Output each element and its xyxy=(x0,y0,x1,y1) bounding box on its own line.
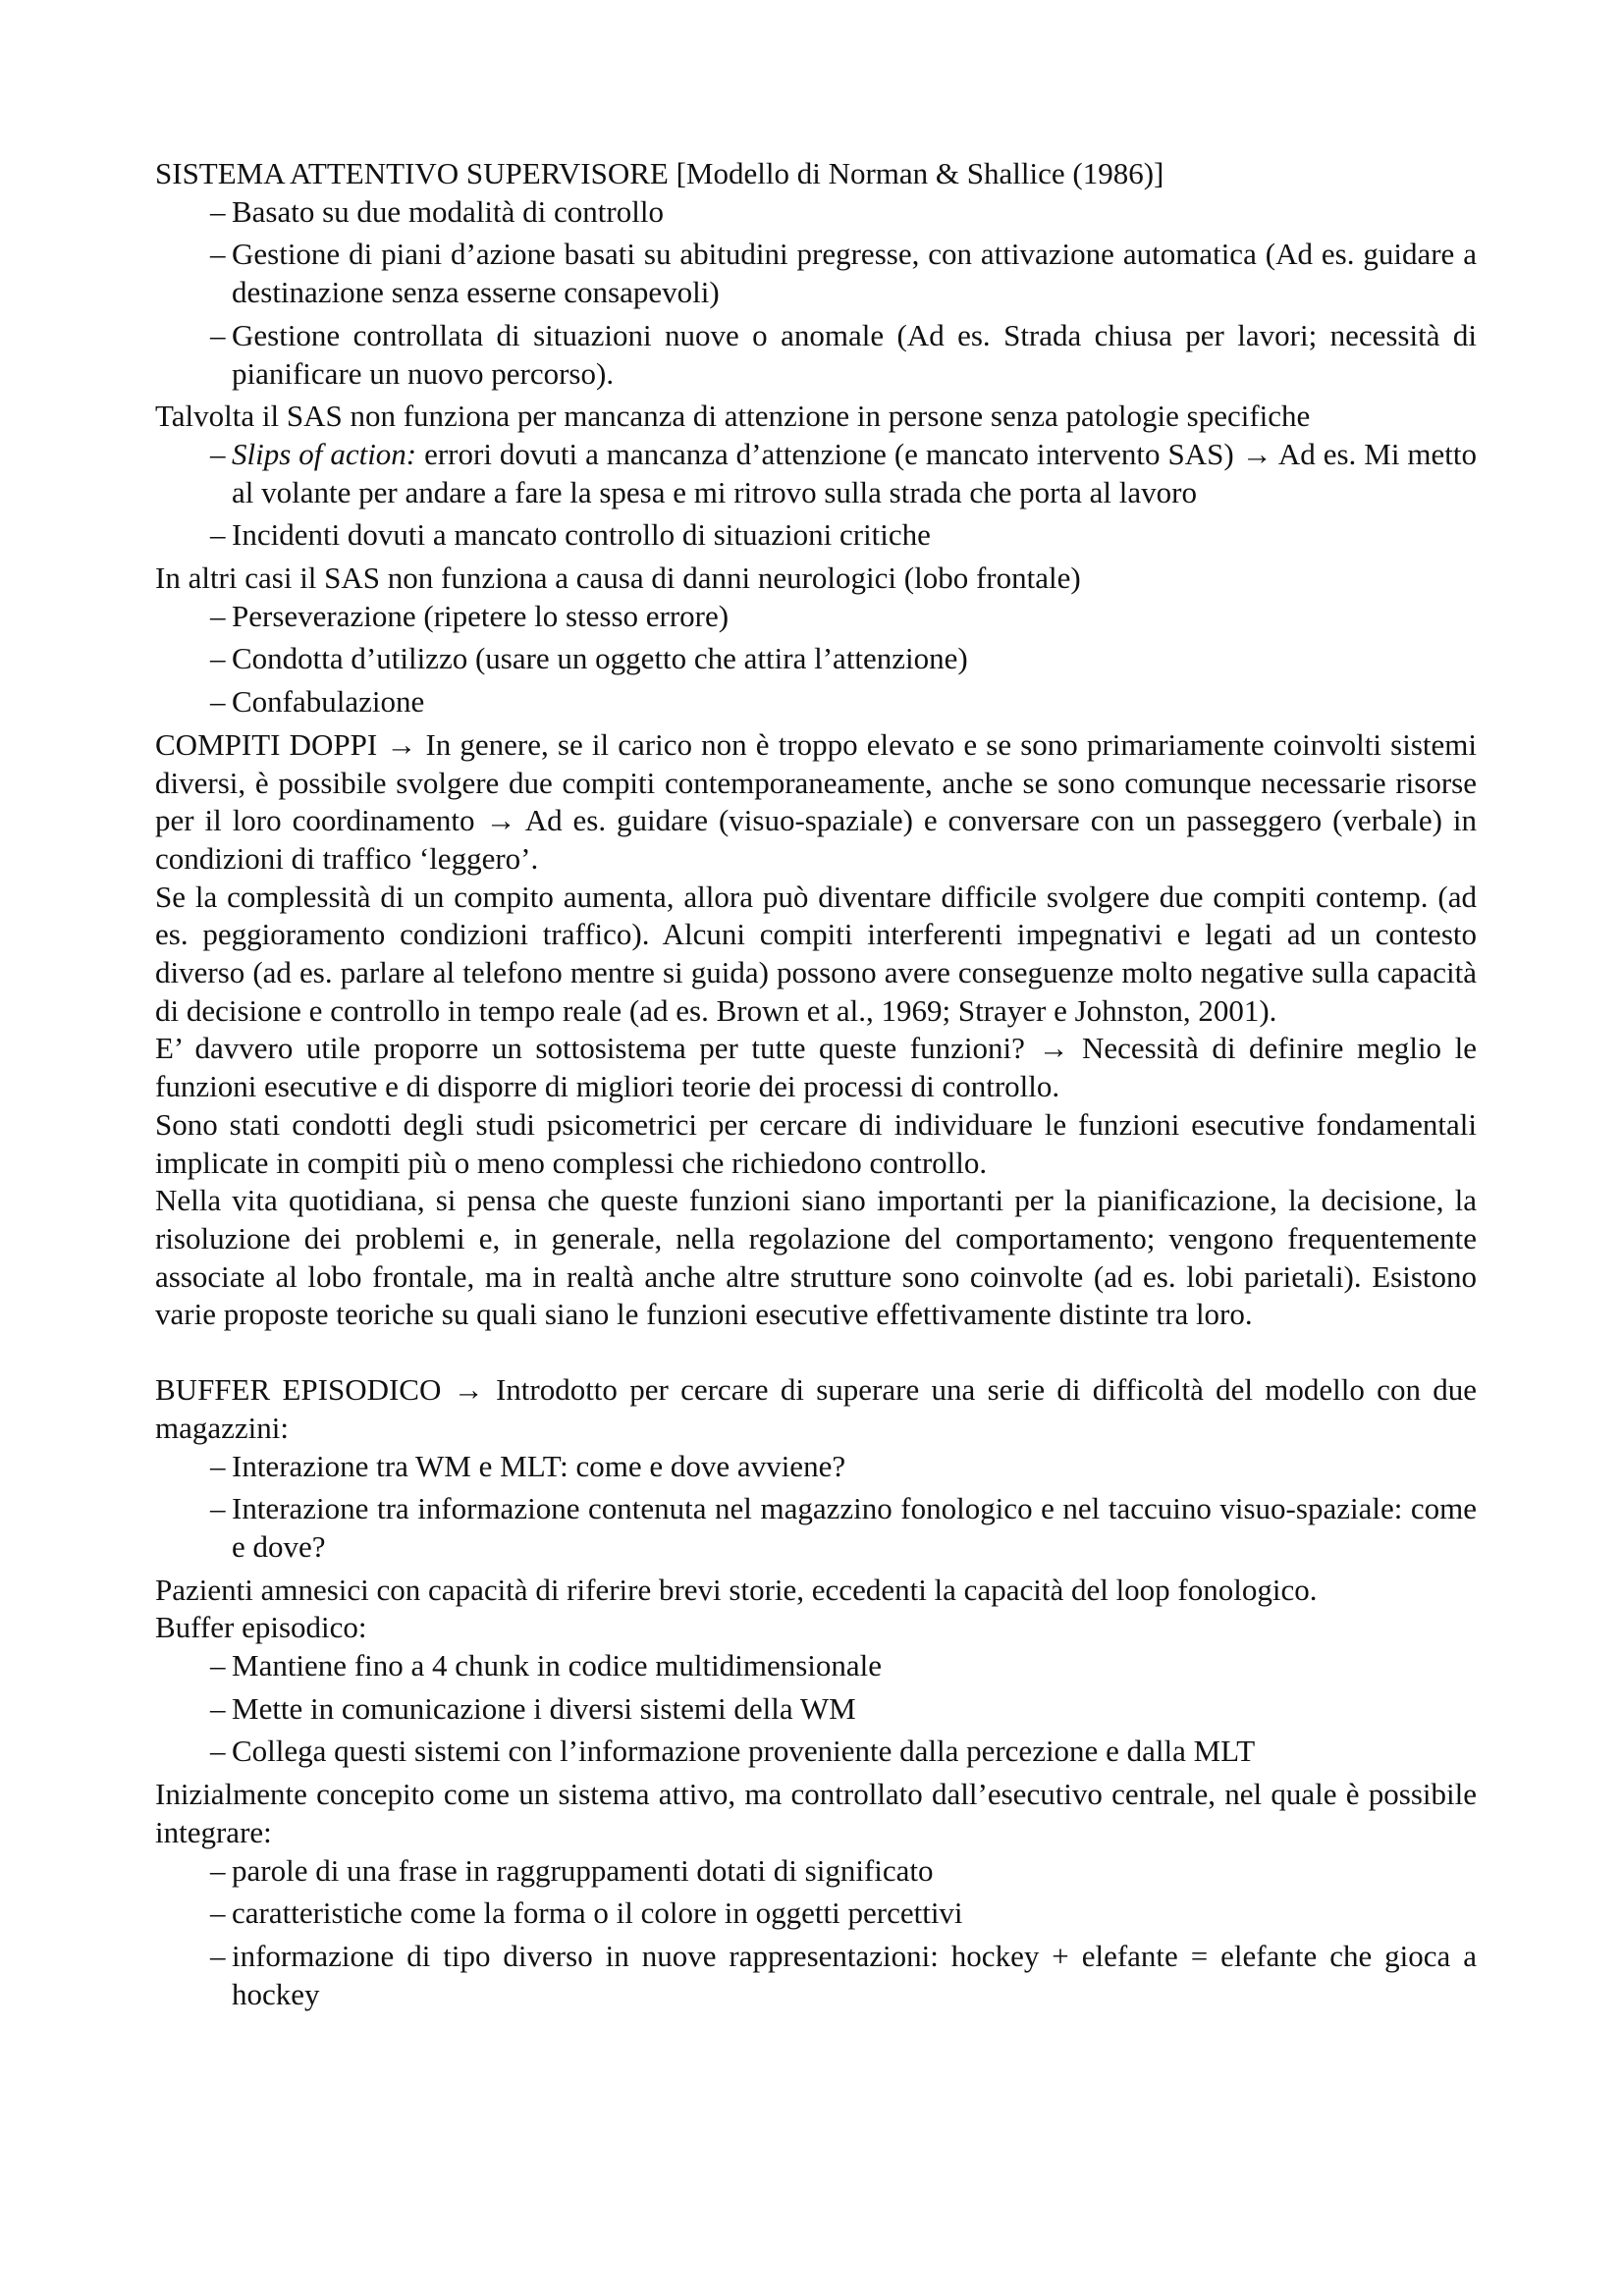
sas-neuro-list xyxy=(155,598,1477,721)
dash-bullet: – xyxy=(210,1734,226,1769)
dash-bullet: – xyxy=(210,598,226,633)
list-item: – Perseverazione (ripetere lo stesso errore) xyxy=(155,598,1477,636)
dash-bullet: – xyxy=(210,1491,226,1526)
dash-bullet: – xyxy=(210,317,226,352)
buffer-initial: Inizialmente concepito come un sistema attivo, ma controllato dall’esecutivo centrale, nel quale è possibile integrare: xyxy=(155,1777,1477,1849)
list-item: – caratteristiche come la forma o il colore in oggetti percettivi xyxy=(155,1895,1477,1933)
dual-tasks-paragraph-2: Se la complessità di un compito aumenta, allora può diventare difficile svolgere due compiti contemp. (ad es. peggioramento condizioni traffico). Alcuni compiti interferenti impegnativi e legati ad un contesto diverso (ad es. parlare al telefono mentre si guida) possono avere conseguenze molto negative sulla capacità di decisione e controllo in tempo reale (ad es. Brown et al., 1969; Strayer e Johnston, 2001). xyxy=(155,879,1477,1028)
list-item: – Gestione controllata di situazioni nuove o anomale (Ad es. Strada chiusa per lavori; necessità di pianificare un nuovo percorso). xyxy=(210,317,1477,391)
list-item: – Mette in comunicazione i diversi sistemi della WM xyxy=(155,1690,1477,1729)
dash-bullet: – xyxy=(210,641,226,676)
buffer-patients: Pazienti amnesici con capacità di riferire brevi storie, eccedenti la capacità del loop fonologico. xyxy=(155,1572,1318,1607)
section-spacer xyxy=(155,1334,1477,1371)
list-item: – informazione di tipo diverso in nuove rappresentazioni: hockey + elefante = elefante che gioca a hockey xyxy=(210,1938,1477,2011)
dash-bullet: – xyxy=(210,517,226,553)
dash-bullet: – xyxy=(210,1852,226,1888)
buffer-label: Buffer episodico: xyxy=(155,1610,367,1645)
sas-heading: SISTEMA ATTENTIVO SUPERVISORE [Modello di Norman & Shallice (1986)] xyxy=(155,156,1164,190)
page-content xyxy=(155,155,1477,2018)
list-item: – Gestione di piani d’azione basati su abitudini pregresse, con attivazione automatica (Ad es. guidare a destinazione senza esserne consapevoli) xyxy=(210,237,1477,310)
slips-label: Slips of action: xyxy=(232,436,417,471)
list-item: – Slips of action: errori dovuti a mancanza d’attenzione (e mancato intervento SAS) → Ad es. Mi metto al volante per andare a fare la spesa e mi ritrovo sulla strada che porta al lavoro xyxy=(210,436,1477,509)
dual-tasks-paragraph-3: E’ davvero utile proporre un sottosistema per tutte queste funzioni? → Necessità di definire meglio le funzioni esecutive e di disporre di migliori teorie dei processi di controllo. xyxy=(155,1031,1477,1104)
list-item: – Interazione tra WM e MLT: come e dove avviene? xyxy=(155,1448,1477,1486)
sas-failure-list xyxy=(155,436,1477,555)
sas-neuro-intro: In altri casi il SAS non funziona a causa di danni neurologici (lobo frontale) xyxy=(155,561,1081,596)
list-item: – Mantiene fino a 4 chunk in codice multidimensionale xyxy=(155,1647,1477,1685)
dash-bullet: – xyxy=(210,1448,226,1483)
list-item: – Confabulazione xyxy=(155,683,1477,721)
buffer-features-list xyxy=(155,1647,1477,1771)
dash-bullet: – xyxy=(210,1690,226,1726)
buffer-integrations-list xyxy=(155,1852,1477,2014)
list-item: – Basato su due modalità di controllo xyxy=(155,193,1477,232)
dash-bullet: – xyxy=(210,436,226,471)
buffer-intro: BUFFER EPISODICO → Introdotto per cercare di superare una serie di difficoltà del modello con due magazzini: xyxy=(155,1372,1477,1445)
dual-tasks-paragraph-4: Sono stati condotti degli studi psicometrici per cercare di individuare le funzioni esecutive fondamentali implicate in compiti più o meno complessi che richiedono controllo. xyxy=(155,1106,1477,1180)
list-item: – Incidenti dovuti a mancato controllo di situazioni critiche xyxy=(155,516,1477,555)
dash-bullet: – xyxy=(210,1648,226,1683)
list-item: – Collega questi sistemi con l’informazione proveniente dalla percezione e dalla MLT xyxy=(155,1733,1477,1771)
dash-bullet: – xyxy=(210,684,226,720)
list-item: – Condotta d’utilizzo (usare un oggetto che attira l’attenzione) xyxy=(155,640,1477,678)
dash-bullet: – xyxy=(210,1938,226,1973)
dual-tasks-paragraph-5: Nella vita quotidiana, si pensa che queste funzioni siano importanti per la pianificazione, la decisione, la risoluzione dei problemi e, in generale, nella regolazione del comportamento; vengono frequentemente associate al lobo frontale, ma in realtà anche altre strutture sono coinvolte (ad es. lobi parietali). Esistono varie proposte teoriche su quali siano le funzioni esecutive effettivamente distinte tra loro. xyxy=(155,1183,1477,1332)
buffer-questions-list xyxy=(155,1448,1477,1567)
dual-tasks-paragraph-1: COMPITI DOPPI → In genere, se il carico non è troppo elevato e se sono primariamente coinvolti sistemi diversi, è possibile svolgere due compiti contemporaneamente, anche se sono comunque necessarie risorse per il loro coordinamento → Ad es. guidare (visuo-spaziale) e conversare con un passeggero (verbale) in condizioni di traffico ‘leggero’. xyxy=(155,726,1477,876)
dash-bullet: – xyxy=(210,1896,226,1931)
dash-bullet: – xyxy=(210,237,226,272)
dash-bullet: – xyxy=(210,193,226,229)
sas-list xyxy=(155,193,1477,394)
list-item: – Interazione tra informazione contenuta nel magazzino fonologico e nel taccuino visuo-spaziale: come e dove? xyxy=(210,1491,1477,1564)
list-item: – parole di una frase in raggruppamenti dotati di significato xyxy=(155,1852,1477,1891)
sas-failure-intro: Talvolta il SAS non funziona per mancanza di attenzione in persone senza patologie specifiche xyxy=(155,399,1311,434)
